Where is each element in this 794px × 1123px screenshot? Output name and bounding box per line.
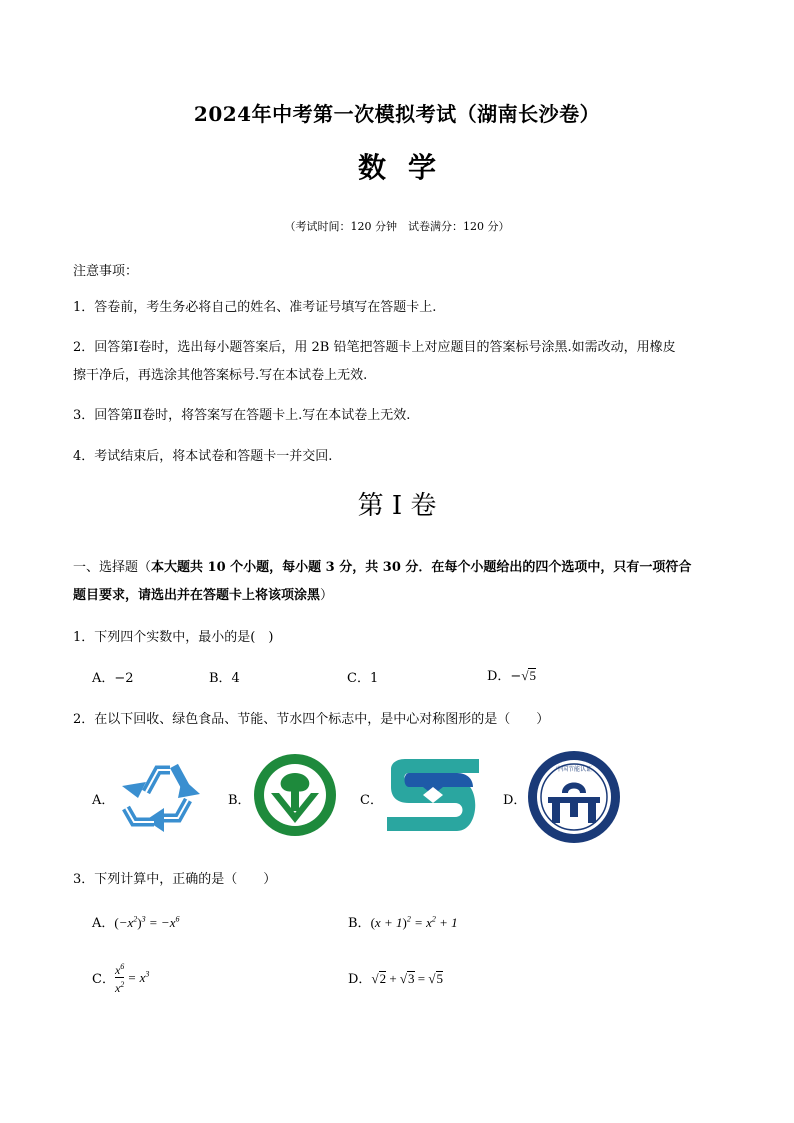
question-3-option-b[interactable] xyxy=(348,912,458,931)
exam-info: （考试时间：120 分钟 试卷满分：120 分） xyxy=(284,220,510,233)
section-close: ） xyxy=(320,588,334,603)
question-2-stem: 2．在以下回收、绿色食品、节能、节水四个标志中，是中心对称图形的是（ ） xyxy=(73,712,550,727)
option-a-label: A． xyxy=(92,916,115,931)
formula-c-result: = $x^3$ xyxy=(124,969,150,985)
option-d-label: D．− xyxy=(487,669,522,684)
section-instructions: 本大题共 10 个小题，每小题 3 分，共 30 分．在每个小题给出的四个选项中，只有一项符合 xyxy=(151,560,692,575)
formula-b: $(x + 1)^2 = x^2 + 1$ xyxy=(370,914,458,930)
option-d-label: D． xyxy=(348,972,372,987)
option-c-label: C． xyxy=(92,972,115,987)
logo-d-text: 中国节能认证 xyxy=(555,766,593,773)
section-instructions-2: 题目要求，请选出并在答题卡上将该项涂黑 xyxy=(73,588,321,603)
energy-certification-logo xyxy=(526,749,622,845)
subject-title: 数学 xyxy=(357,151,458,184)
question-2-option-c[interactable]: C． xyxy=(360,793,383,808)
question-1-stem: 1．下列四个实数中，最小的是( ) xyxy=(73,630,274,645)
formula-d: √2 + √3 = √5 xyxy=(371,971,444,986)
radicand: 5 xyxy=(529,668,536,683)
notice-item: 4．考试结束后，将本试卷和答题卡一并交回. xyxy=(73,449,333,464)
bank-s-logo xyxy=(383,757,483,833)
sqrt-symbol: √ xyxy=(521,668,529,683)
question-1-option-a[interactable]: A．−2 xyxy=(92,671,134,686)
question-3-stem: 3．下列计算中，正确的是（ ） xyxy=(73,872,277,887)
section-heading xyxy=(73,556,691,575)
notice-heading: 注意事项： xyxy=(73,264,139,279)
formula-a: $(-x^2)^3 = -x^6$ xyxy=(114,914,180,930)
section-prefix: 一、选择题（ xyxy=(73,560,152,575)
notice-item: 擦干净后，再选涂其他答案标号.写在本试卷上无效. xyxy=(73,368,368,383)
section-heading-line2 xyxy=(73,584,333,603)
question-1-option-c[interactable]: C．1 xyxy=(347,671,379,686)
notice-item: 3．回答第Ⅱ卷时，将答案写在答题卡上.写在本试卷上无效. xyxy=(73,408,411,423)
volume-title: 第 I 卷 xyxy=(357,491,437,521)
question-2-option-a[interactable]: A． xyxy=(92,793,115,808)
exam-title: 2024年中考第一次模拟考试（湖南长沙卷） xyxy=(193,102,601,126)
formula-c-fraction: $\frac{x^6}{x^2}$ xyxy=(114,962,125,995)
question-3-option-a[interactable] xyxy=(92,912,179,931)
notice-item: 1．答卷前，考生务必将自己的姓名、准考证号填写在答题卡上. xyxy=(73,300,437,315)
question-2-option-d[interactable]: D． xyxy=(503,793,527,808)
question-2-option-b[interactable]: B． xyxy=(228,793,251,808)
option-b-label: B． xyxy=(348,916,371,931)
green-food-logo xyxy=(253,753,337,837)
question-3-option-d[interactable] xyxy=(348,968,443,987)
notice-item: 2．回答第Ⅰ卷时，选出每小题答案后，用 2B 铅笔把答题卡上对应题目的答案标号涂黑.如需改动，用橡皮 xyxy=(73,340,676,355)
question-1-option-b[interactable]: B．4 xyxy=(209,671,240,686)
question-1-option-d[interactable] xyxy=(487,665,536,684)
question-3-option-c[interactable] xyxy=(92,960,149,995)
recycle-logo xyxy=(116,752,208,838)
